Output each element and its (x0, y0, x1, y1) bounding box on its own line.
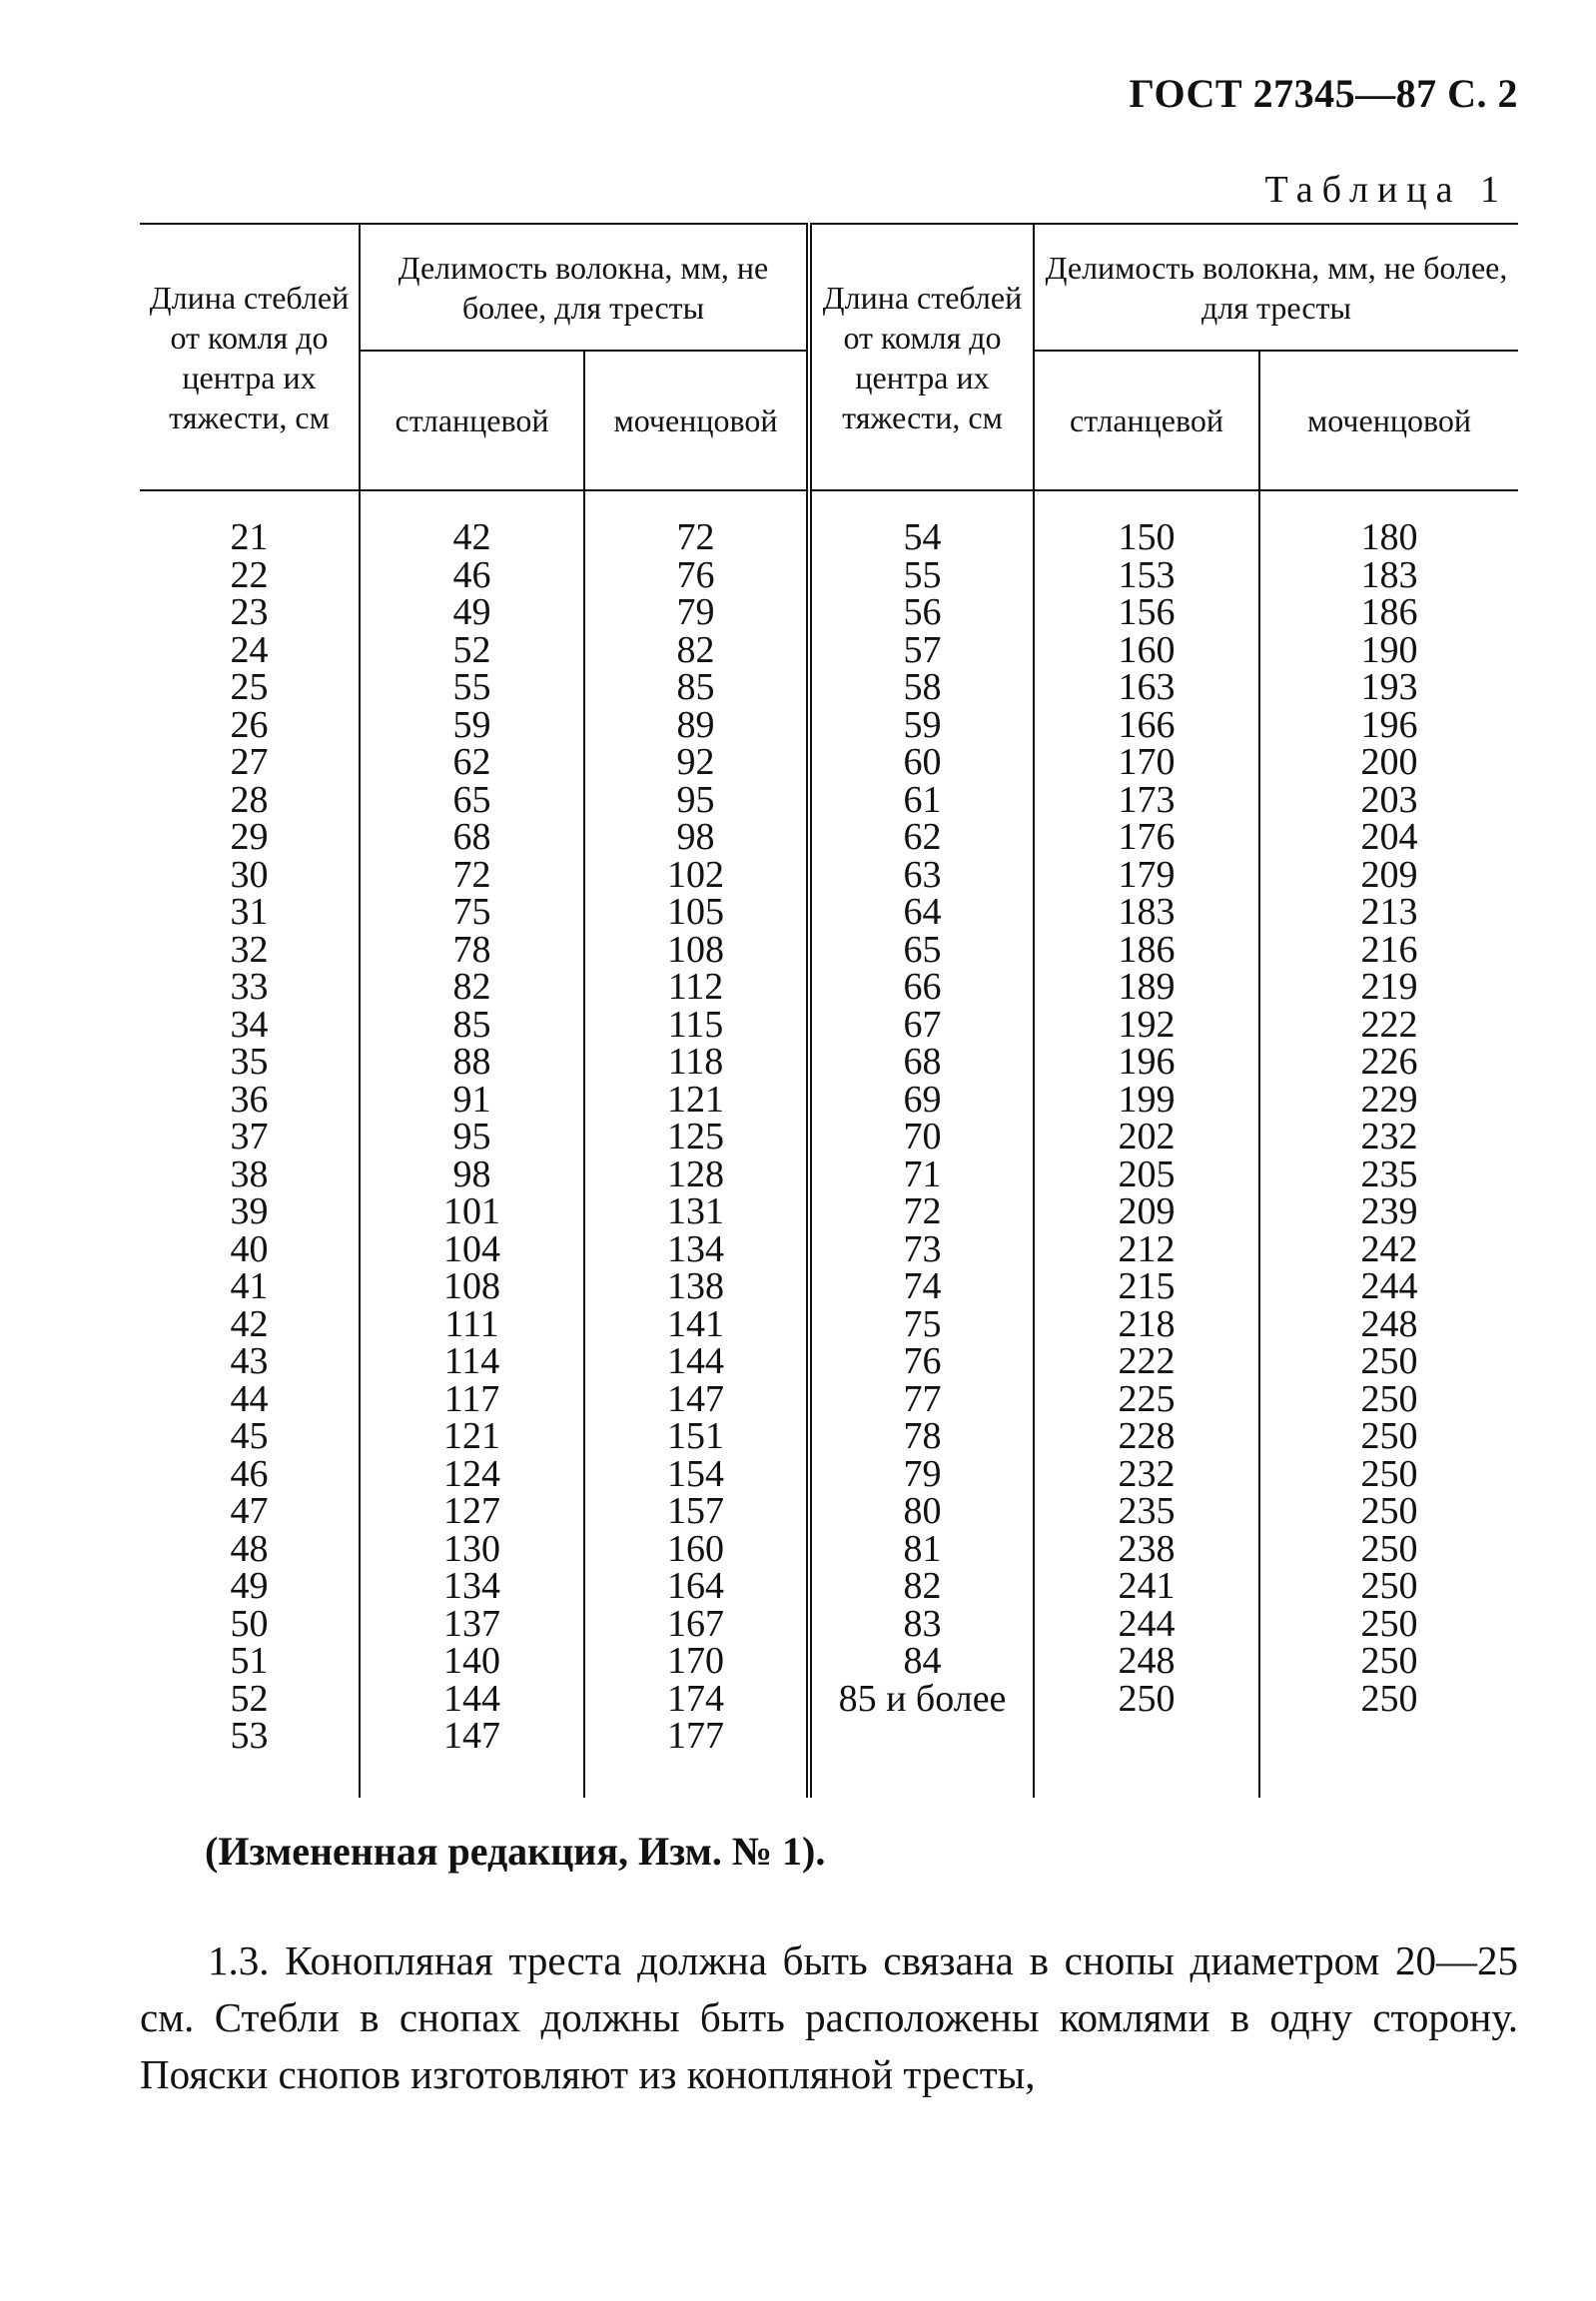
cell-stlan-left: 117 (360, 1381, 584, 1419)
fiber-divisibility-table (140, 223, 1518, 1798)
cell-mochen-right: 219 (1259, 969, 1518, 1007)
cell-mochen-right: 235 (1259, 1156, 1518, 1194)
cell-stlan-right: 170 (1034, 744, 1259, 782)
cell-mochen-left: 138 (584, 1268, 809, 1306)
cell-stlan-left: 42 (360, 490, 584, 557)
cell-stlan-right: 163 (1034, 669, 1259, 707)
cell-mochen-right: 203 (1259, 782, 1518, 820)
cell-length-right: 81 (809, 1531, 1034, 1569)
cell-mochen-left: 174 (584, 1681, 809, 1719)
cell-mochen-right: 242 (1259, 1231, 1518, 1269)
cell-length-left: 31 (230, 891, 269, 933)
cell-mochen-left: 167 (584, 1606, 809, 1644)
table-row (140, 744, 1518, 782)
cell-stlan-left: 72 (360, 857, 584, 895)
cell-mochen-right (1259, 1718, 1518, 1798)
cell-mochen-left: 121 (584, 1082, 809, 1120)
cell-length-left: 29 (230, 816, 269, 858)
cell-mochen-right: 250 (1259, 1381, 1518, 1419)
cell-length-right: 62 (809, 819, 1034, 857)
page-header: ГОСТ 27345—87 С. 2 (1129, 71, 1518, 116)
cell-length-left: 47 (230, 1490, 269, 1532)
cell-mochen-left: 125 (584, 1119, 809, 1156)
cell-length-left: 45 (230, 1415, 269, 1457)
cell-mochen-right: 250 (1259, 1531, 1518, 1569)
cell-stlan-left: 124 (360, 1456, 584, 1494)
cell-length-left: 35 (230, 1041, 269, 1083)
cell-stlan-left: 52 (360, 632, 584, 670)
cell-stlan-left: 104 (360, 1231, 584, 1269)
cell-stlan-right: 153 (1034, 557, 1259, 595)
header-length-right: Длина стеблей от комля до центра их тяжести, см (809, 224, 1034, 490)
table-row (140, 594, 1518, 632)
cell-length-left: 22 (230, 553, 269, 596)
table-row (140, 1156, 1518, 1194)
cell-stlan-left: 75 (360, 894, 584, 932)
table-row (140, 1268, 1518, 1306)
cell-length-left: 40 (230, 1227, 269, 1270)
cell-length-right: 69 (809, 1082, 1034, 1120)
cell-stlan-right: 232 (1034, 1456, 1259, 1494)
cell-length-right: 76 (809, 1343, 1034, 1381)
cell-mochen-right: 250 (1259, 1456, 1518, 1494)
cell-length-right: 82 (809, 1568, 1034, 1606)
cell-stlan-right: 209 (1034, 1193, 1259, 1231)
cell-length-right: 80 (809, 1493, 1034, 1531)
table-row (140, 857, 1518, 895)
cell-length-right: 77 (809, 1381, 1034, 1419)
cell-mochen-left: 85 (584, 669, 809, 707)
cell-length-right: 64 (809, 894, 1034, 932)
cell-length-left: 51 (230, 1640, 269, 1682)
cell-mochen-right: 229 (1259, 1082, 1518, 1120)
table-row (140, 1568, 1518, 1606)
cell-length-left: 41 (230, 1265, 269, 1307)
cell-mochen-right: 250 (1259, 1343, 1518, 1381)
cell-length-left: 24 (230, 628, 269, 671)
table-row (140, 1418, 1518, 1456)
cell-stlan-left: 108 (360, 1268, 584, 1306)
cell-stlan-left: 46 (360, 557, 584, 595)
table-row (140, 894, 1518, 932)
cell-stlan-left: 98 (360, 1156, 584, 1194)
table-row (140, 819, 1518, 857)
cell-stlan-left: 147 (360, 1718, 584, 1798)
cell-length-right: 63 (809, 857, 1034, 895)
cell-stlan-right: 222 (1034, 1343, 1259, 1381)
cell-stlan-left: 137 (360, 1606, 584, 1644)
cell-mochen-right: 226 (1259, 1044, 1518, 1082)
cell-length-right: 85 и более (809, 1681, 1034, 1719)
cell-stlan-right: 179 (1034, 857, 1259, 895)
cell-length-left: 39 (230, 1190, 269, 1232)
table-row (140, 1343, 1518, 1381)
cell-stlan-right: 196 (1034, 1044, 1259, 1082)
cell-length-right: 66 (809, 969, 1034, 1007)
cell-mochen-left: 160 (584, 1531, 809, 1569)
cell-stlan-left: 95 (360, 1119, 584, 1156)
cell-length-left: 36 (230, 1078, 269, 1121)
cell-mochen-right: 190 (1259, 632, 1518, 670)
cell-mochen-left: 164 (584, 1568, 809, 1606)
cell-stlan-right: 205 (1034, 1156, 1259, 1194)
cell-length-right: 83 (809, 1606, 1034, 1644)
cell-stlan-left: 134 (360, 1568, 584, 1606)
cell-length-right (809, 1718, 1034, 1798)
cell-mochen-left: 134 (584, 1231, 809, 1269)
cell-mochen-right: 216 (1259, 932, 1518, 970)
cell-mochen-right: 244 (1259, 1268, 1518, 1306)
cell-stlan-left: 127 (360, 1493, 584, 1531)
cell-stlan-left: 144 (360, 1681, 584, 1719)
cell-stlan-left: 82 (360, 969, 584, 1007)
cell-stlan-right: 215 (1034, 1268, 1259, 1306)
cell-length-left: 32 (230, 928, 269, 971)
cell-stlan-left: 140 (360, 1643, 584, 1681)
cell-stlan-right: 183 (1034, 894, 1259, 932)
cell-length-right: 68 (809, 1044, 1034, 1082)
cell-length-right: 72 (809, 1193, 1034, 1231)
cell-mochen-right: 250 (1259, 1568, 1518, 1606)
cell-length-left: 46 (230, 1452, 269, 1495)
cell-length-left: 23 (230, 591, 269, 633)
cell-mochen-right: 209 (1259, 857, 1518, 895)
table-row (140, 1456, 1518, 1494)
cell-length-right: 65 (809, 932, 1034, 970)
table-row (140, 1531, 1518, 1569)
cell-length-right: 70 (809, 1119, 1034, 1156)
cell-mochen-left: 141 (584, 1306, 809, 1344)
cell-stlan-right: 192 (1034, 1007, 1259, 1045)
cell-length-right: 61 (809, 782, 1034, 820)
cell-stlan-left: 59 (360, 707, 584, 745)
cell-stlan-right: 218 (1034, 1306, 1259, 1344)
table-row (140, 1306, 1518, 1344)
cell-mochen-right: 239 (1259, 1193, 1518, 1231)
cell-mochen-right: 183 (1259, 557, 1518, 595)
cell-stlan-right: 235 (1034, 1493, 1259, 1531)
header-stlan-right: стланцевой (1034, 351, 1259, 490)
cell-length-left: 43 (230, 1340, 269, 1382)
table-row (140, 632, 1518, 670)
table-row (140, 1718, 1518, 1798)
cell-mochen-right: 250 (1259, 1493, 1518, 1531)
cell-stlan-right: 212 (1034, 1231, 1259, 1269)
cell-stlan-right: 241 (1034, 1568, 1259, 1606)
cell-length-left: 34 (230, 1003, 269, 1046)
cell-length-right: 84 (809, 1643, 1034, 1681)
table-row (140, 1119, 1518, 1156)
cell-stlan-right: 186 (1034, 932, 1259, 970)
cell-mochen-left: 112 (584, 969, 809, 1007)
cell-mochen-right: 204 (1259, 819, 1518, 857)
cell-stlan-left: 111 (360, 1306, 584, 1344)
cell-length-left: 52 (230, 1677, 269, 1720)
cell-length-left: 44 (230, 1377, 269, 1420)
cell-stlan-right: 225 (1034, 1381, 1259, 1419)
cell-stlan-left: 68 (360, 819, 584, 857)
cell-length-right: 73 (809, 1231, 1034, 1269)
cell-stlan-right: 244 (1034, 1606, 1259, 1644)
cell-length-right: 79 (809, 1456, 1034, 1494)
table-row (140, 932, 1518, 970)
cell-length-left: 26 (230, 703, 269, 746)
table-row (140, 1044, 1518, 1082)
header-divisibility-right: Делимость волокна, мм, не более, для тресты (1034, 224, 1518, 351)
table-row (140, 669, 1518, 707)
header-mochen-left: моченцовой (584, 351, 809, 490)
cell-mochen-left: 89 (584, 707, 809, 745)
table-row (140, 1231, 1518, 1269)
table-row (140, 1606, 1518, 1644)
cell-mochen-right: 250 (1259, 1606, 1518, 1644)
cell-mochen-left: 95 (584, 782, 809, 820)
table-row (140, 557, 1518, 595)
cell-mochen-left: 98 (584, 819, 809, 857)
cell-length-right: 78 (809, 1418, 1034, 1456)
cell-mochen-left: 118 (584, 1044, 809, 1082)
cell-length-right: 75 (809, 1306, 1034, 1344)
cell-stlan-left: 114 (360, 1343, 584, 1381)
cell-stlan-left: 121 (360, 1418, 584, 1456)
cell-mochen-left: 170 (584, 1643, 809, 1681)
cell-length-left: 37 (230, 1116, 269, 1157)
cell-stlan-right: 202 (1034, 1119, 1259, 1156)
paragraph-1-3 (140, 1932, 1518, 2103)
cell-mochen-left: 102 (584, 857, 809, 895)
cell-length-right: 71 (809, 1156, 1034, 1194)
cell-mochen-right: 248 (1259, 1306, 1518, 1344)
cell-length-left: 27 (230, 741, 269, 783)
table-row (140, 1193, 1518, 1231)
cell-stlan-left: 101 (360, 1193, 584, 1231)
cell-mochen-left: 72 (584, 490, 809, 557)
header-length-left: Длина стеблей от комля до центра их тяжести, см (140, 224, 360, 490)
amendment-note: (Измененная редакция, Изм. № 1). (205, 1829, 826, 1874)
cell-stlan-right: 189 (1034, 969, 1259, 1007)
table-row (140, 1643, 1518, 1681)
cell-stlan-right: 248 (1034, 1643, 1259, 1681)
cell-length-left: 49 (230, 1565, 269, 1607)
cell-stlan-left: 62 (360, 744, 584, 782)
cell-mochen-left: 157 (584, 1493, 809, 1531)
cell-mochen-left: 144 (584, 1343, 809, 1381)
cell-length-left: 38 (230, 1152, 269, 1195)
cell-length-left: 42 (230, 1302, 269, 1345)
cell-mochen-left: 151 (584, 1418, 809, 1456)
cell-mochen-right: 250 (1259, 1418, 1518, 1456)
cell-length-right: 55 (809, 557, 1034, 595)
table-row (140, 1493, 1518, 1531)
cell-stlan-right: 238 (1034, 1531, 1259, 1569)
table-row (140, 1681, 1518, 1719)
header-stlan-left: стланцевой (360, 351, 584, 490)
cell-stlan-left: 130 (360, 1531, 584, 1569)
cell-mochen-left: 79 (584, 594, 809, 632)
cell-length-left: 53 (230, 1715, 269, 1757)
cell-mochen-left: 128 (584, 1156, 809, 1194)
cell-length-right: 58 (809, 669, 1034, 707)
cell-length-left: 33 (230, 966, 269, 1008)
cell-stlan-right: 160 (1034, 632, 1259, 670)
cell-length-right: 74 (809, 1268, 1034, 1306)
cell-mochen-left: 82 (584, 632, 809, 670)
cell-stlan-left: 55 (360, 669, 584, 707)
cell-stlan-right: 176 (1034, 819, 1259, 857)
table-row (140, 707, 1518, 745)
cell-length-right: 59 (809, 707, 1034, 745)
cell-mochen-right: 213 (1259, 894, 1518, 932)
table-row (140, 1007, 1518, 1045)
table-body (140, 490, 1518, 1798)
table-caption: Таблица 1 (1264, 169, 1508, 211)
cell-length-left: 48 (230, 1527, 269, 1570)
cell-length-left: 30 (230, 853, 269, 896)
cell-stlan-right: 150 (1034, 490, 1259, 557)
cell-mochen-left: 131 (584, 1193, 809, 1231)
cell-mochen-left: 108 (584, 932, 809, 970)
cell-mochen-right: 222 (1259, 1007, 1518, 1045)
cell-mochen-right: 200 (1259, 744, 1518, 782)
cell-stlan-left: 78 (360, 932, 584, 970)
cell-stlan-right (1034, 1718, 1259, 1798)
cell-stlan-left: 65 (360, 782, 584, 820)
cell-mochen-right: 250 (1259, 1643, 1518, 1681)
cell-length-right: 57 (809, 632, 1034, 670)
paragraph-text: 1.3. Конопляная треста должна быть связана в снопы диаметром 20—25 см. Стебли в снопах должны быть расположены комлями в одну сторону. Пояски снопов изготовляют из конопляной тресты, (140, 1937, 1518, 2097)
cell-stlan-right: 166 (1034, 707, 1259, 745)
cell-mochen-left: 92 (584, 744, 809, 782)
cell-mochen-right: 250 (1259, 1681, 1518, 1719)
cell-length-right: 54 (809, 490, 1034, 557)
cell-stlan-right: 250 (1034, 1681, 1259, 1719)
header-divisibility-left: Делимость волокна, мм, не более, для тресты (360, 224, 809, 351)
cell-stlan-right: 199 (1034, 1082, 1259, 1120)
cell-mochen-right: 193 (1259, 669, 1518, 707)
cell-stlan-right: 156 (1034, 594, 1259, 632)
cell-stlan-left: 85 (360, 1007, 584, 1045)
cell-stlan-left: 91 (360, 1082, 584, 1120)
cell-mochen-right: 186 (1259, 594, 1518, 632)
table-row (140, 969, 1518, 1007)
table-row (140, 1381, 1518, 1419)
cell-mochen-right: 196 (1259, 707, 1518, 745)
cell-mochen-left: 177 (584, 1718, 809, 1798)
cell-mochen-left: 115 (584, 1007, 809, 1045)
cell-length-right: 67 (809, 1007, 1034, 1045)
cell-length-left: 25 (230, 666, 269, 708)
header-mochen-right: моченцовой (1259, 351, 1518, 490)
cell-length-left: 21 (230, 516, 269, 558)
cell-length-right: 56 (809, 594, 1034, 632)
cell-length-right: 60 (809, 744, 1034, 782)
cell-mochen-left: 147 (584, 1381, 809, 1419)
cell-stlan-right: 228 (1034, 1418, 1259, 1456)
table-row (140, 490, 1518, 557)
cell-stlan-right: 173 (1034, 782, 1259, 820)
cell-mochen-right: 232 (1259, 1119, 1518, 1156)
table-row (140, 782, 1518, 820)
table-row (140, 1082, 1518, 1120)
cell-mochen-left: 105 (584, 894, 809, 932)
cell-stlan-left: 88 (360, 1044, 584, 1082)
cell-stlan-left: 49 (360, 594, 584, 632)
cell-mochen-right: 180 (1259, 490, 1518, 557)
cell-mochen-left: 76 (584, 557, 809, 595)
cell-length-left: 28 (230, 778, 269, 821)
cell-mochen-left: 154 (584, 1456, 809, 1494)
cell-length-left: 50 (230, 1602, 269, 1645)
